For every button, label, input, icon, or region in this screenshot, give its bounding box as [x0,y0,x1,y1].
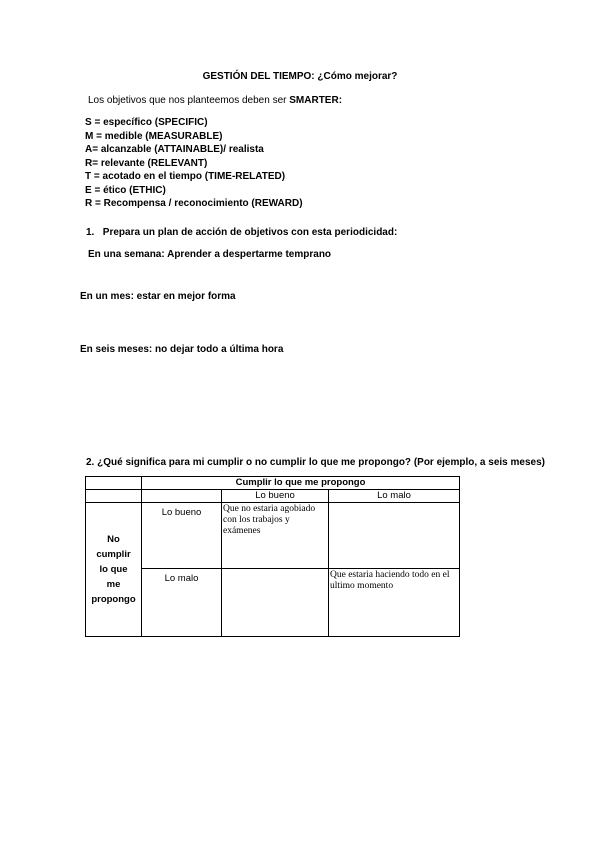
question-1 [86,227,397,238]
matrix-cell-good-good: Que no estaria agobiado con los trabajos y exámenes [222,503,329,569]
matrix-side-spacer [86,490,142,503]
smarter-item-r1: R= relevante (RELEVANT) [85,157,208,169]
matrix-row-bad: Lo malo [142,569,222,637]
intro-text [88,95,342,106]
plan-week: En una semana: Aprender a despertarme temprano [88,249,332,260]
smarter-item-s: S = específico (SPECIFIC) [85,117,208,128]
side-label-line: me [106,579,121,590]
smarter-item-e: E = ético (ETHIC) [85,184,166,196]
matrix-col-good: Lo bueno [222,490,329,503]
matrix-row-label-spacer [142,490,222,503]
side-label-line: propongo [91,594,136,605]
plan-month: En un mes: estar en mejor forma [80,291,236,302]
question-2: 2. ¿Qué significa para mi cumplir o no cumplir lo que me propongo? (Por ejemplo, a seis meses) [86,457,545,468]
smarter-item-r2: R = Recompensa / reconocimiento (REWARD) [85,198,303,209]
intro-emphasis: SMARTER: [289,95,343,106]
page-title: GESTIÓN DEL TIEMPO: ¿Cómo mejorar? [202,71,398,82]
smarter-item-m: M = medible (MEASURABLE) [85,130,223,142]
matrix-header: Cumplir lo que me propongo [142,477,460,490]
matrix-corner-cell [86,477,142,490]
smarter-item-a: A= alcanzable (ATTAINABLE)/ realista [85,144,264,155]
side-label-line: No [107,534,120,545]
matrix-cell-bad-bad: Que estaria haciendo todo en el ultimo momento [329,569,460,637]
question-1-number: 1. [86,227,95,238]
intro-body: Los objetivos que nos planteemos deben ser [88,95,290,106]
matrix-col-bad: Lo malo [329,490,460,503]
question-1-text: Prepara un plan de acción de objetivos con esta periodicidad: [102,227,398,238]
side-label-line: lo que [99,564,128,575]
matrix-side-label [86,503,142,637]
smarter-item-t: T = acotado en el tiempo (TIME-RELATED) [85,171,286,182]
side-label-line: cumplir [96,549,131,560]
matrix-cell-good-bad [329,503,460,569]
matrix-row-good: Lo bueno [142,503,222,569]
consequences-matrix [85,476,460,637]
plan-six-months: En seis meses: no dejar todo a última hora [80,344,284,355]
matrix-cell-bad-good [222,569,329,637]
